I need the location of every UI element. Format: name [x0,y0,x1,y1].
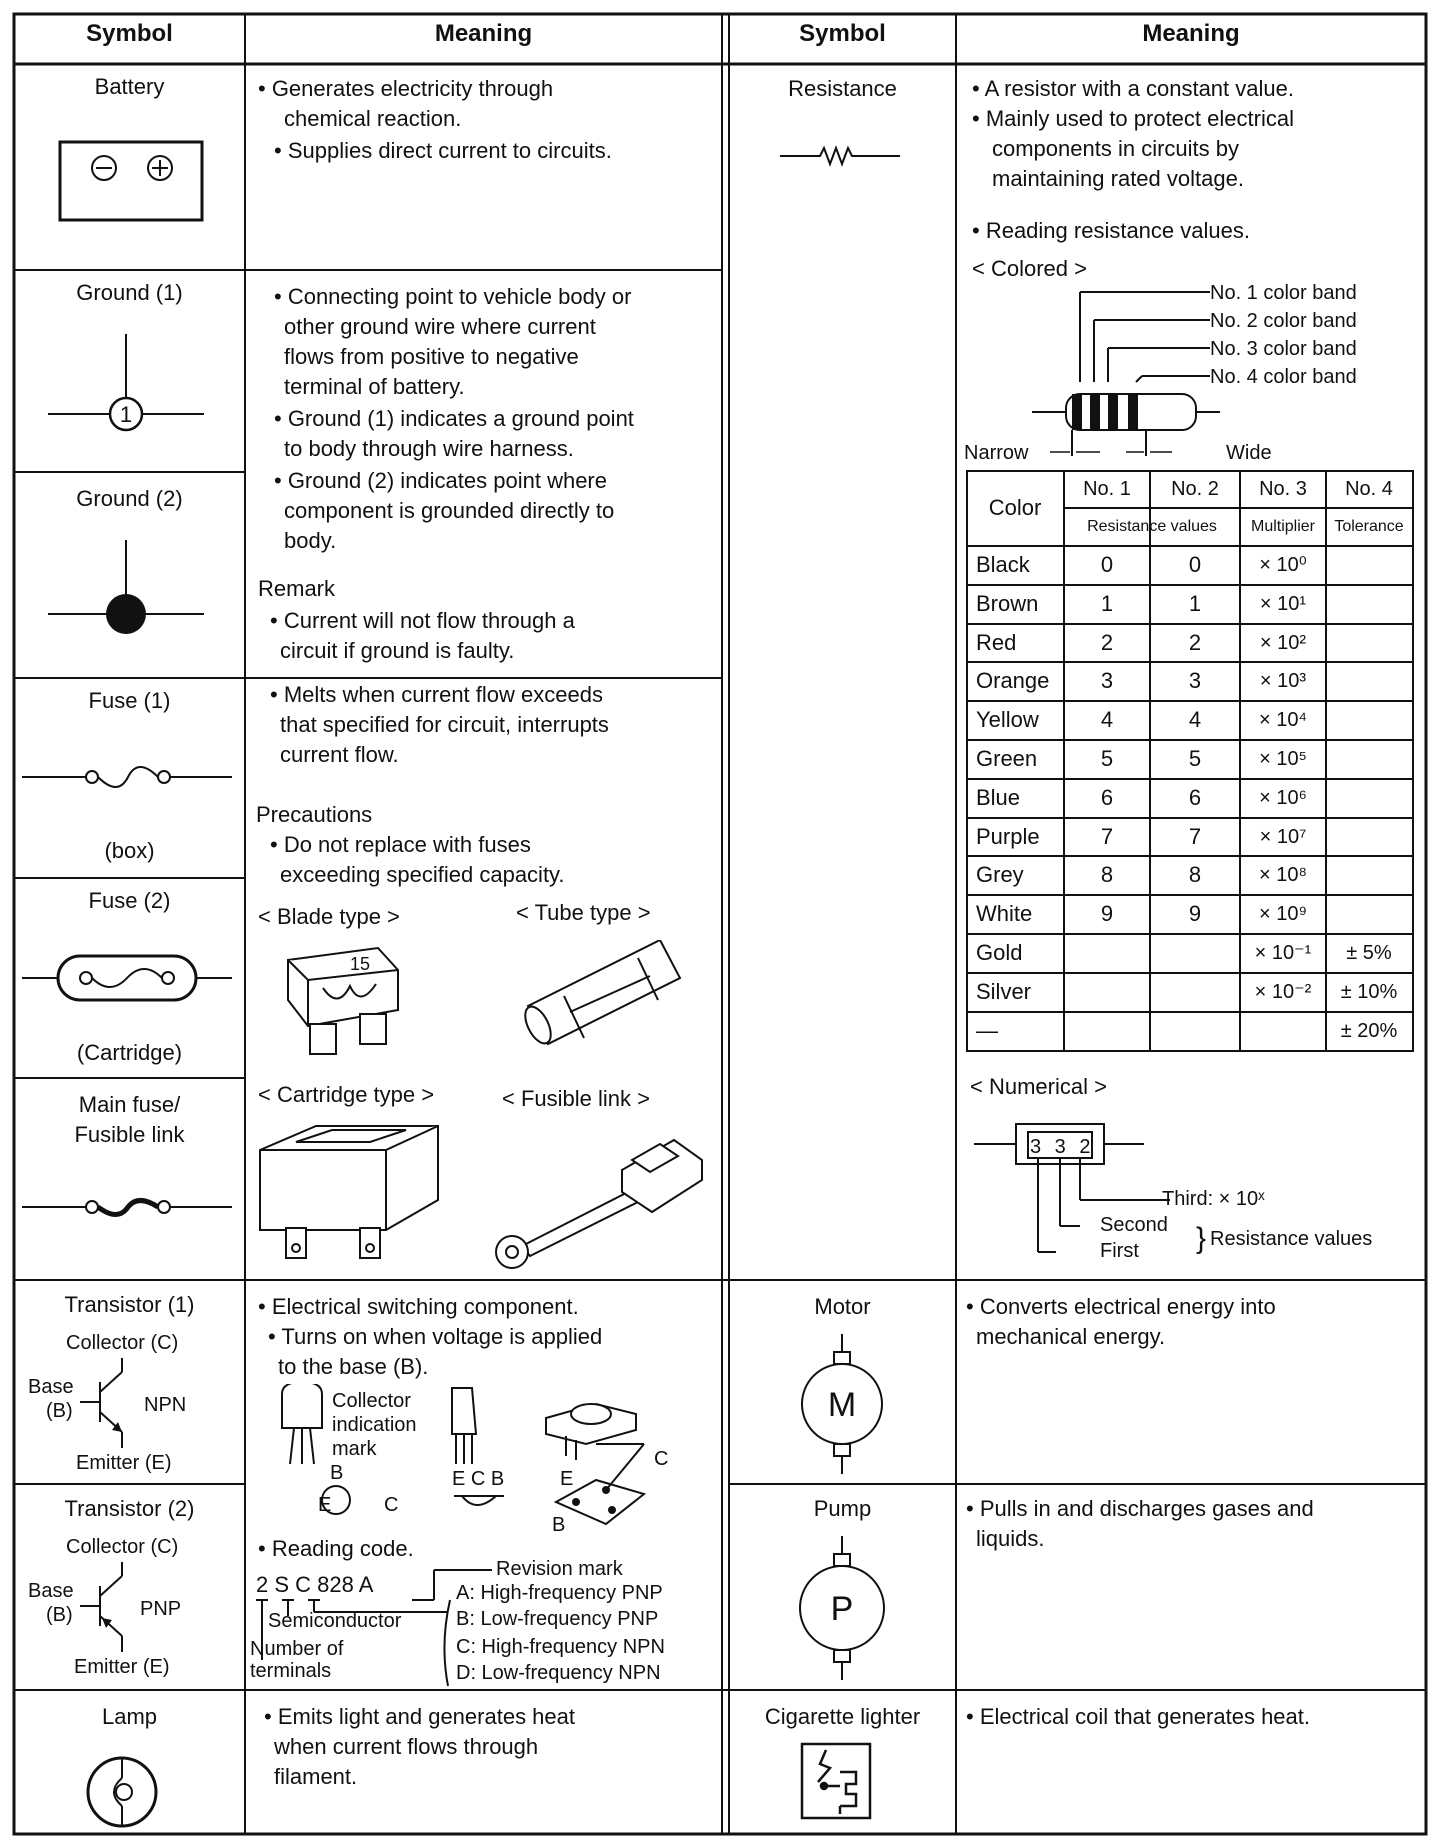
table-row-color-name: White [976,901,1033,927]
numerical-res-values: Resistance values [1210,1228,1373,1250]
table-cell: 1 [1100,590,1114,616]
table-row-color-name: Purple [976,823,1040,849]
transistor-line-1: • Electrical switching component. [258,1294,579,1319]
pin-c-label: C [384,1494,399,1516]
table-cell: 5 [1188,746,1202,771]
ground-line-1: • Connecting point to vehicle body or [274,284,632,309]
numerical-first: First [1100,1240,1139,1262]
cigarette-lighter-icon [800,1742,872,1820]
fuse-prec-line-1: • Do not replace with fuses [270,832,531,857]
table-cell [1150,934,1240,973]
table-cell: 7 [1100,823,1114,849]
table-cell: 6 [1100,784,1114,810]
to3-e-label: E [560,1468,574,1490]
numerical-resistor-icon [970,1108,1190,1268]
table-cell: 0 [1188,552,1202,577]
transistor1-base: Base [28,1376,74,1398]
table-cell: × 10⁸ [1259,864,1307,887]
band-label-2: No. 2 color band [1210,310,1357,332]
ground-remark-line-1: • Current will not flow through a [270,608,575,633]
table-cell: 4 [1100,707,1114,733]
fusible-link-icon [482,1120,712,1270]
table-cell [1240,1012,1326,1051]
band-label-3: No. 3 color band [1210,338,1357,360]
transistor-line-2: • Turns on when voltage is applied [268,1324,603,1349]
table-row-color-name: Gold [976,940,1023,965]
fuse-blade-label: < Blade type > [258,904,400,929]
table-cell: 9 [1100,901,1114,927]
transistor2-base-b: (B) [46,1604,73,1626]
npn-transistor-icon [80,1358,140,1448]
motor-line-1: • Converts electrical energy into [966,1294,1276,1319]
table-cell [1326,818,1412,857]
table-head-no2: No. 2 [1171,478,1219,500]
transistor2-label: Transistor (2) [64,1496,195,1521]
table-cell: ± 5% [1346,942,1392,964]
table-cell [1326,624,1412,663]
battery-line-1: • Generates electricity through [258,76,554,101]
table-cell: × 10⁻¹ [1254,942,1312,964]
resistance-reading: • Reading resistance values. [972,218,1250,243]
resistance-line-2: • Mainly used to protect electrical [972,106,1294,131]
ground-line-7: • Ground (2) indicates point where [274,468,607,493]
pump-symbol-icon [794,1536,890,1680]
cartridge-fuse-icon [256,1120,446,1270]
fuse-precautions: Precautions [256,802,373,827]
table-sub-tolerance: Tolerance [1334,518,1404,535]
fuse-fusible-label: < Fusible link > [502,1086,650,1111]
motor-label: Motor [814,1294,871,1319]
numerical-value: 3 3 2 [1030,1136,1095,1158]
table-row-color-name: Brown [976,590,1039,616]
transistor2-base: Base [28,1580,74,1602]
table-row-color-name: Silver [976,978,1032,1004]
table-cell: × 10⁷ [1259,825,1307,848]
table-head-color: Color [988,495,1042,520]
table-cell [1326,740,1412,779]
collector-mark-2: indication [332,1414,417,1436]
header-symbol-right: Symbol [799,20,886,47]
ground1-symbol-icon [44,334,210,444]
table-row-color-name: Black [976,552,1030,577]
table-row-color-name: Yellow [976,707,1039,733]
table-row-color-name: Green [976,746,1038,771]
table-cell: 0 [1100,552,1114,577]
pnp-transistor-icon [80,1562,140,1652]
to3-b-label: B [552,1514,566,1536]
table-row-color-name: Blue [976,784,1021,810]
resistance-line-4: maintaining rated voltage. [992,166,1244,191]
table-cell [1326,856,1412,895]
blade-fuse-number: 15 [350,954,371,974]
table-row-color-name: Orange [976,668,1050,694]
pin-ecb-label: E C B [452,1468,505,1490]
table-cell: 3 [1188,668,1202,694]
ground-line-9: body. [284,528,337,553]
battery-label: Battery [94,74,165,99]
table-cell: 3 [1100,668,1114,694]
mainfuse-label-2: Fusible link [74,1122,185,1147]
table-sub-multiplier: Multiplier [1250,518,1315,535]
tube-fuse-icon [510,940,700,1050]
fuse1-sub: (box) [104,838,155,863]
band-label-1: No. 1 color band [1210,282,1357,304]
battery-line-2: chemical reaction. [284,106,462,131]
brace-glyph: } [1196,1222,1207,1255]
table-cell: 8 [1188,862,1202,888]
terminals-label-1: Number of [250,1638,344,1660]
code-d: D: Low-frequency NPN [456,1662,661,1684]
numerical-label: < Numerical > [970,1074,1107,1099]
pump-label: Pump [813,1496,872,1521]
mainfuse-symbol-icon [22,1192,232,1222]
table-cell: × 10⁶ [1259,786,1307,809]
transistor1-collector: Collector (C) [66,1332,179,1354]
fuse1-label: Fuse (1) [88,688,171,713]
motor-letter: M [827,1386,857,1424]
pump-line-2: liquids. [976,1526,1045,1551]
table-cell [1064,973,1150,1012]
narrow-label: Narrow [964,442,1029,464]
lamp-line-3: filament. [274,1764,358,1789]
resistance-label: Resistance [788,76,897,101]
resistor-symbol-icon [780,144,900,168]
ground1-label: Ground (1) [76,280,183,305]
collector-mark-1: Collector [332,1390,411,1412]
lamp-line-1: • Emits light and generates heat [264,1704,575,1729]
transistor1-label: Transistor (1) [64,1292,195,1317]
table-cell [1326,546,1412,585]
header-meaning-left: Meaning [434,20,533,47]
to3-c-label: C [654,1448,669,1470]
ground-line-8: component is grounded directly to [284,498,615,523]
table-cell [1064,1012,1150,1051]
resistance-line-3: components in circuits by [992,136,1239,161]
ground-line-5: • Ground (1) indicates a ground point [274,406,634,431]
ground2-label: Ground (2) [76,486,183,511]
table-cell: × 10⁰ [1259,554,1307,576]
terminals-label-2: terminals [250,1660,332,1682]
fuse-line-2: that specified for circuit, interrupts [280,712,609,737]
lighter-label: Cigarette lighter [764,1704,921,1729]
table-cell: 9 [1188,901,1202,927]
transistor-code: 2 S C 828 A [256,1572,374,1597]
resistance-colored: < Colored > [972,256,1087,281]
table-cell: 8 [1100,862,1114,888]
lamp-line-2: when current flows through [274,1734,539,1759]
fuse-cartridge-label: < Cartridge type > [258,1082,435,1107]
table-cell: × 10⁵ [1259,748,1307,770]
table-cell: 7 [1188,823,1202,849]
transistor2-collector: Collector (C) [66,1536,179,1558]
header-symbol-left: Symbol [86,20,173,47]
fuse2-label: Fuse (2) [88,888,171,913]
fuse2-symbol-icon [22,948,232,1008]
pump-letter: P [830,1590,854,1628]
pin-b-label: B [330,1462,344,1484]
table-cell [1150,973,1240,1012]
code-b: B: Low-frequency PNP [456,1608,659,1630]
pump-line-1: • Pulls in and discharges gases and [966,1496,1314,1521]
table-cell: 2 [1100,629,1114,655]
table-cell: × 10¹ [1259,592,1307,615]
ground-remark-line-2: circuit if ground is faulty. [280,638,515,663]
table-cell: ± 10% [1340,980,1398,1003]
table-cell [1064,934,1150,973]
ground-line-6: to body through wire harness. [284,436,574,461]
table-cell: × 10³ [1259,670,1307,693]
table-cell: × 10⁻² [1254,980,1312,1003]
svg-text:1: 1 [119,402,133,427]
transistor1-type: NPN [144,1394,187,1416]
fuse-line-1: • Melts when current flow exceeds [270,682,603,707]
table-head-no1: No. 1 [1083,478,1131,500]
table-cell [1326,701,1412,740]
table-head-no4: No. 4 [1345,478,1393,500]
battery-symbol-icon [58,140,204,222]
table-cell: 1 [1188,590,1202,616]
blade-fuse-icon [268,940,418,1060]
code-c: C: High-frequency NPN [456,1636,665,1658]
motor-line-2: mechanical energy. [976,1324,1166,1349]
table-cell [1326,779,1412,818]
header-meaning-right: Meaning [1142,20,1240,47]
fuse-prec-line-2: exceeding specified capacity. [280,862,565,887]
lamp-label: Lamp [101,1704,158,1729]
wide-label: Wide [1226,442,1272,464]
battery-line-3: • Supplies direct current to circuits. [274,138,612,163]
table-row-color-name: — [976,1017,998,1043]
table-cell [1326,662,1412,701]
table-cell: × 10⁹ [1258,903,1308,926]
table-cell: × 10² [1259,631,1307,654]
lighter-line-1: • Electrical coil that generates heat. [966,1704,1310,1729]
table-row-color-name: Red [976,629,1017,655]
transistor1-base-b: (B) [46,1400,73,1422]
mainfuse-label-1: Main fuse/ [78,1092,181,1117]
table-cell [1326,585,1412,624]
transistor2-type: PNP [140,1598,182,1620]
table-cell [1150,1012,1240,1051]
motor-symbol-icon [794,1334,890,1474]
fuse-tube-label: < Tube type > [516,900,651,925]
ground-remark: Remark [258,576,336,601]
numerical-third: Third: × 10ˣ [1162,1188,1265,1210]
numerical-second: Second [1100,1214,1168,1236]
revision-mark: Revision mark [496,1558,623,1580]
lamp-symbol-icon [84,1754,160,1830]
color-band-resistor-icon [960,286,1220,466]
table-cell [1326,895,1412,934]
semiconductor-label: Semiconductor [268,1610,402,1632]
table-cell: 5 [1100,746,1114,771]
fuse2-sub: (Cartridge) [76,1040,183,1065]
ground-line-4: terminal of battery. [284,374,465,399]
table-cell: 4 [1188,707,1202,733]
fuse-line-3: current flow. [280,742,399,767]
table-row-color-name: Grey [976,862,1024,888]
transistor2-emitter: Emitter (E) [74,1656,170,1678]
ground-line-3: flows from positive to negative [284,344,579,369]
resistance-line-1: • A resistor with a constant value. [972,76,1294,101]
table-cell: × 10⁴ [1258,709,1308,732]
transistor-reading: • Reading code. [258,1536,414,1561]
pin-e-label: E [318,1494,332,1516]
table-cell: ± 20% [1340,1019,1398,1042]
fuse1-symbol-icon [22,762,232,792]
table-sub-resistance: Resistance values [1087,518,1217,535]
table-cell: 2 [1188,629,1202,655]
ground2-symbol-icon [44,540,210,640]
transistor-line-3: to the base (B). [278,1354,429,1379]
transistor1-emitter: Emitter (E) [76,1452,172,1474]
table-head-no3: No. 3 [1259,478,1307,500]
collector-mark-3: mark [332,1438,377,1460]
band-label-4: No. 4 color band [1210,366,1357,388]
ground-line-2: other ground wire where current [284,314,596,339]
code-a: A: High-frequency PNP [456,1582,663,1604]
table-cell: 6 [1188,784,1202,810]
